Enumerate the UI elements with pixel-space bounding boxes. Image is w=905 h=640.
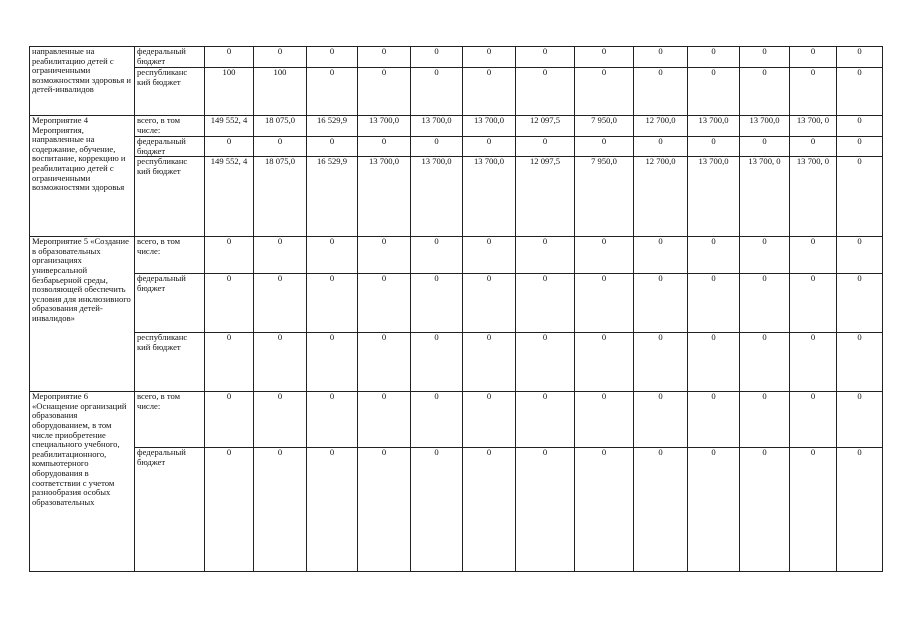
value-cell: 0 [516,333,575,392]
value-cell: 0 [575,333,634,392]
value-cell: 0 [790,392,837,448]
table-row [30,274,883,333]
value-cell: 12 097,5 [516,116,575,137]
value-cell: 0 [575,47,634,68]
value-cell: 0 [254,47,307,68]
value-cell: 12 700,0 [634,116,688,137]
funding-source-cell: всего, в том числе: [135,237,205,274]
value-cell: 0 [307,68,358,116]
value-cell: 0 [307,274,358,333]
value-cell: 0 [837,47,883,68]
value-cell: 0 [205,237,254,274]
value-cell: 0 [688,392,740,448]
value-cell: 100 [254,68,307,116]
value-cell: 0 [411,274,463,333]
value-cell: 0 [837,157,883,237]
value-cell: 0 [358,333,411,392]
value-cell: 0 [790,68,837,116]
value-cell: 0 [790,137,837,157]
value-cell: 18 075,0 [254,157,307,237]
table-row [30,47,883,68]
value-cell: 0 [463,274,516,333]
value-cell: 12 700,0 [634,157,688,237]
value-cell: 18 075,0 [254,116,307,137]
value-cell: 149 552, 4 [205,157,254,237]
value-cell: 13 700,0 [463,157,516,237]
value-cell: 0 [740,392,790,448]
value-cell: 0 [740,137,790,157]
value-cell: 7 950,0 [575,157,634,237]
value-cell: 0 [575,68,634,116]
value-cell: 0 [688,68,740,116]
value-cell: 0 [740,448,790,572]
value-cell: 0 [634,47,688,68]
value-cell: 0 [837,137,883,157]
value-cell: 0 [634,68,688,116]
value-cell: 0 [254,333,307,392]
value-cell: 0 [688,333,740,392]
value-cell: 0 [516,137,575,157]
value-cell: 0 [411,47,463,68]
value-cell: 0 [205,333,254,392]
event-cell: направленные на реабилитацию детей с ограниченными возможностями здоровья и детей-инвалидов [30,47,135,116]
value-cell: 0 [358,448,411,572]
table-row [30,448,883,572]
value-cell: 0 [254,448,307,572]
value-cell: 0 [575,448,634,572]
value-cell: 12 097,5 [516,157,575,237]
funding-source-cell: федеральный бюджет [135,137,205,157]
value-cell: 0 [634,237,688,274]
value-cell: 0 [634,333,688,392]
value-cell: 0 [634,137,688,157]
table-row [30,157,883,237]
funding-source-cell: республиканс кий бюджет [135,68,205,116]
value-cell: 0 [516,448,575,572]
table-row [30,68,883,116]
value-cell: 0 [205,137,254,157]
value-cell: 0 [358,237,411,274]
funding-source-cell: всего, в том числе: [135,392,205,448]
value-cell: 0 [463,237,516,274]
value-cell: 0 [790,333,837,392]
funding-source-cell: всего, в том числе: [135,116,205,137]
value-cell: 0 [463,333,516,392]
value-cell: 0 [575,392,634,448]
funding-source-cell: федеральный бюджет [135,448,205,572]
table-body [30,47,883,572]
value-cell: 13 700,0 [688,157,740,237]
value-cell: 0 [411,392,463,448]
value-cell: 0 [205,392,254,448]
value-cell: 0 [575,137,634,157]
value-cell: 0 [790,448,837,572]
value-cell: 13 700,0 [411,157,463,237]
value-cell: 0 [411,237,463,274]
value-cell: 0 [307,237,358,274]
value-cell: 0 [516,68,575,116]
value-cell: 0 [516,237,575,274]
value-cell: 0 [688,448,740,572]
value-cell: 0 [740,47,790,68]
value-cell: 0 [837,392,883,448]
value-cell: 16 529,9 [307,157,358,237]
value-cell: 0 [411,68,463,116]
value-cell: 0 [463,392,516,448]
value-cell: 0 [688,274,740,333]
funding-source-cell: республиканс кий бюджет [135,333,205,392]
value-cell: 0 [837,116,883,137]
value-cell: 13 700,0 [463,116,516,137]
value-cell: 0 [790,274,837,333]
value-cell: 0 [205,47,254,68]
value-cell: 0 [575,237,634,274]
value-cell: 0 [307,448,358,572]
value-cell: 0 [837,274,883,333]
value-cell: 0 [688,237,740,274]
table-row [30,237,883,274]
funding-source-cell: федеральный бюджет [135,47,205,68]
value-cell: 16 529,9 [307,116,358,137]
value-cell: 0 [307,137,358,157]
value-cell: 0 [358,68,411,116]
value-cell: 0 [463,137,516,157]
value-cell: 0 [837,333,883,392]
value-cell: 0 [307,333,358,392]
value-cell: 0 [790,237,837,274]
value-cell: 0 [790,47,837,68]
value-cell: 100 [205,68,254,116]
table-row [30,116,883,137]
value-cell: 149 552, 4 [205,116,254,137]
table-row [30,137,883,157]
value-cell: 0 [411,448,463,572]
value-cell: 7 950,0 [575,116,634,137]
value-cell: 0 [634,274,688,333]
value-cell: 0 [688,47,740,68]
value-cell: 0 [254,392,307,448]
value-cell: 0 [358,392,411,448]
value-cell: 0 [205,448,254,572]
value-cell: 0 [358,47,411,68]
value-cell: 0 [740,333,790,392]
value-cell: 0 [516,47,575,68]
value-cell: 0 [575,274,634,333]
funding-source-cell: республиканс кий бюджет [135,157,205,237]
value-cell: 13 700,0 [358,157,411,237]
value-cell: 13 700,0 [411,116,463,137]
value-cell: 0 [307,392,358,448]
table-row [30,392,883,448]
value-cell: 0 [837,237,883,274]
value-cell: 13 700, 0 [740,157,790,237]
funding-source-cell: федеральный бюджет [135,274,205,333]
value-cell: 0 [254,237,307,274]
value-cell: 0 [254,274,307,333]
value-cell: 13 700,0 [688,116,740,137]
value-cell: 0 [254,137,307,157]
value-cell: 0 [837,448,883,572]
event-cell: Мероприятие 6 «Оснащение организаций образования оборудованием, в том числе приобретение специального учебного, реабилитационного, компьютерного оборудования в соответствии с учетом разнообразия особых образовательных [30,392,135,572]
value-cell: 13 700, 0 [790,157,837,237]
value-cell: 0 [688,137,740,157]
event-cell: Мероприятие 4 Мероприятия, направленные на содержание, обучение, воспитание, коррекцию и реабилитацию детей с ограниченными возможностями здоровья [30,116,135,237]
value-cell: 0 [837,68,883,116]
budget-table [29,46,883,572]
value-cell: 0 [411,333,463,392]
value-cell: 0 [634,392,688,448]
value-cell: 0 [516,274,575,333]
event-cell: Мероприятие 5 «Создание в образовательных организациях универсальной безбарьерной среды, позволяющей обеспечить условия для инклюзивного образования детей-инвалидов» [30,237,135,392]
value-cell: 0 [205,274,254,333]
value-cell: 13 700,0 [740,116,790,137]
value-cell: 0 [463,68,516,116]
value-cell: 13 700,0 [358,116,411,137]
value-cell: 0 [358,137,411,157]
value-cell: 0 [740,68,790,116]
value-cell: 0 [307,47,358,68]
value-cell: 0 [516,392,575,448]
value-cell: 0 [463,448,516,572]
value-cell: 0 [634,448,688,572]
table-row [30,333,883,392]
value-cell: 0 [740,237,790,274]
value-cell: 0 [358,274,411,333]
value-cell: 0 [740,274,790,333]
value-cell: 0 [411,137,463,157]
value-cell: 13 700, 0 [790,116,837,137]
value-cell: 0 [463,47,516,68]
